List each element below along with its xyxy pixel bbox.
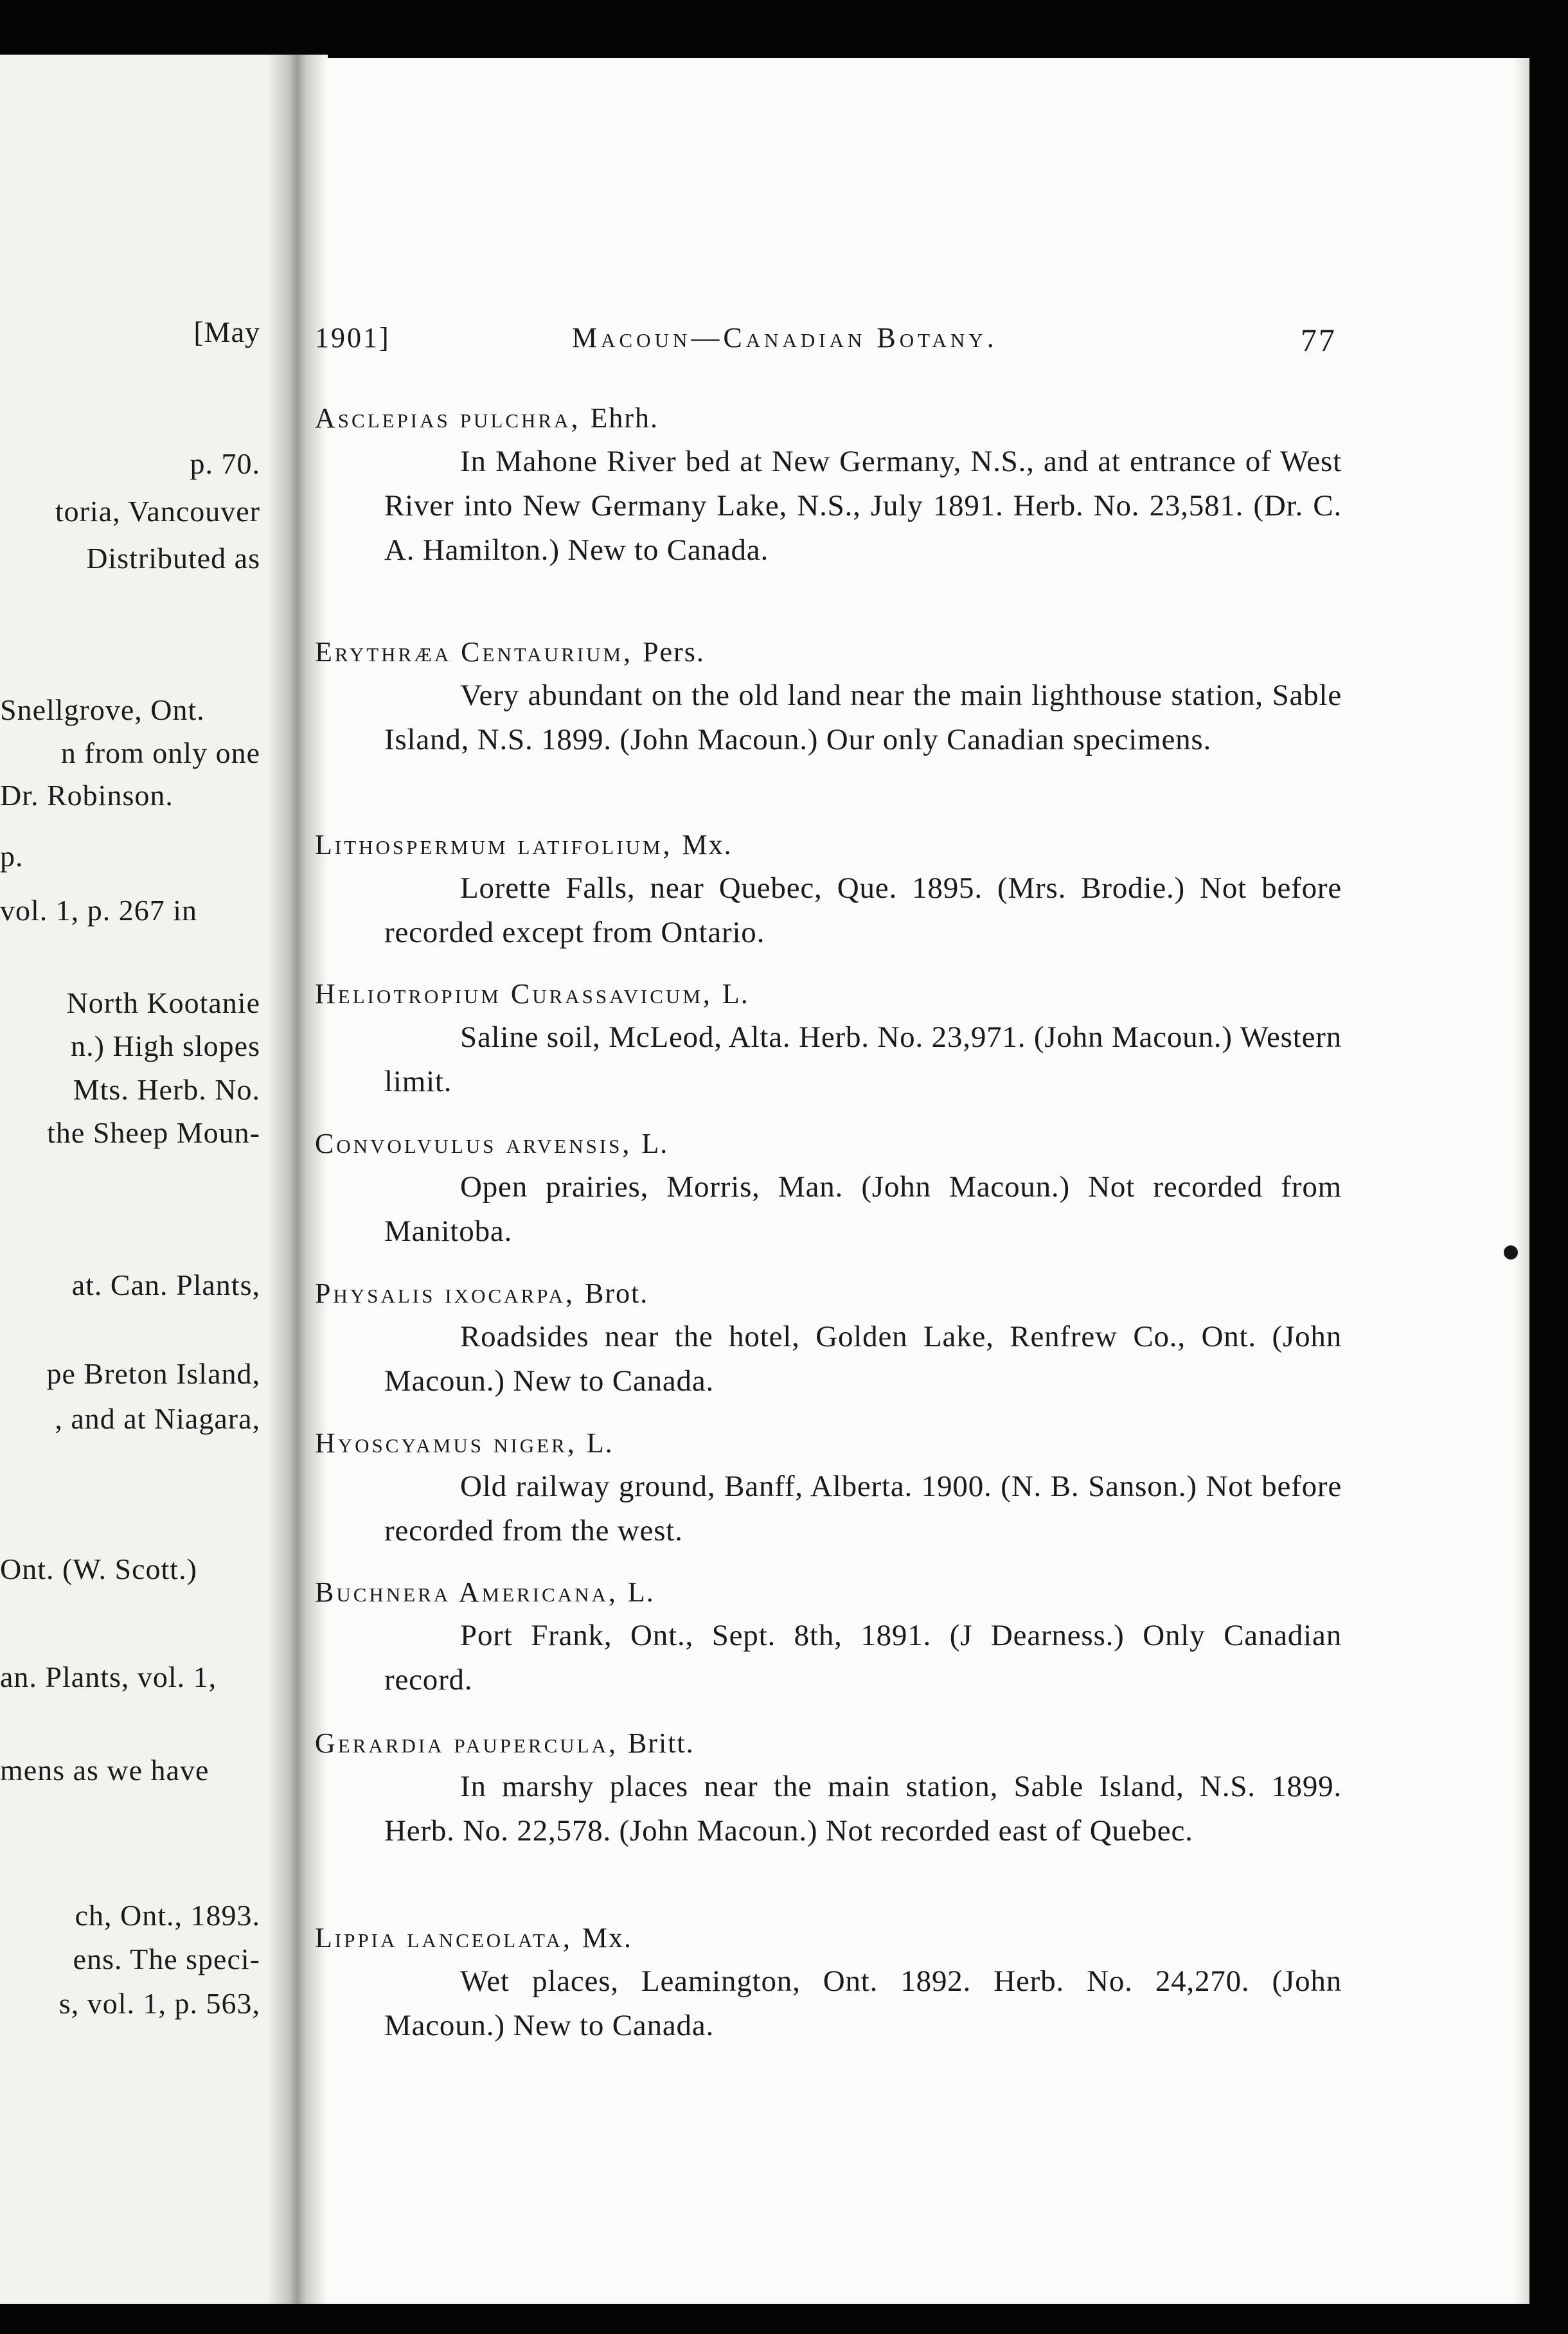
species-name: Convolvulus arvensis,: [315, 1128, 632, 1159]
left-page-line: Ont. (W. Scott.): [0, 1553, 197, 1585]
scan-border-right: [1529, 0, 1568, 2334]
species-name: Heliotropium Curassavicum,: [315, 978, 713, 1010]
species-heading: [315, 824, 1356, 866]
species-name: Erythræa Centaurium,: [315, 636, 634, 668]
left-page-line: vol. 1, p. 267 in: [0, 894, 198, 927]
left-page-line: Mts. Herb. No.: [73, 1073, 260, 1106]
page-number: 77: [1301, 322, 1337, 358]
left-page: [0, 55, 283, 2307]
species-name: Lithospermum latifolium,: [315, 829, 673, 860]
species-heading: [315, 1917, 1356, 1959]
species-entry: [315, 824, 1356, 955]
species-text: In marshy places near the main station, Sable Island, N.S. 1899. Herb. No. 22,578. (John Macoun.) Not recorded east of Quebec.: [384, 1770, 1342, 1848]
header-year: 1901]: [315, 322, 391, 353]
running-header: [315, 321, 1337, 366]
left-page-line: p.: [0, 840, 24, 873]
species-entry: [315, 1722, 1356, 1853]
left-page-line: mens as we have: [0, 1754, 209, 1786]
header-title: Macoun—Canadian Botany.: [572, 322, 998, 353]
page-edge-shadow: [1513, 58, 1531, 2304]
species-name: Hyoscyamus niger,: [315, 1427, 577, 1459]
left-page-line: Dr. Robinson.: [0, 779, 174, 812]
species-entry: [315, 973, 1356, 1104]
left-page-line: p. 70.: [190, 447, 260, 480]
left-page-line: n.) High slopes: [71, 1029, 260, 1062]
scan-border-bottom: [0, 2304, 1568, 2334]
species-authority: L.: [627, 1576, 655, 1608]
left-page-line: , and at Niagara,: [55, 1402, 260, 1435]
species-heading: [315, 1272, 1356, 1315]
left-page-line: an. Plants, vol. 1,: [0, 1661, 217, 1693]
species-authority: Mx.: [682, 829, 733, 860]
species-authority: Ehrh.: [590, 402, 659, 434]
species-heading: [315, 1571, 1356, 1614]
left-page-header: [May: [193, 316, 260, 348]
species-text: Port Frank, Ont., Sept. 8th, 1891. (J Dearness.) Only Canadian record.: [384, 1619, 1342, 1697]
species-authority: Brot.: [585, 1278, 649, 1309]
left-page-line: North Kootanie: [66, 986, 260, 1019]
species-authority: Britt.: [627, 1727, 695, 1759]
species-heading: [315, 1422, 1356, 1465]
species-name: Physalis ixocarpa,: [315, 1278, 575, 1309]
species-text: Wet places, Leamington, Ont. 1892. Herb. No. 24,270. (John Macoun.) New to Canada.: [384, 1964, 1342, 2042]
species-authority: L.: [722, 978, 749, 1010]
species-name: Buchnera Americana,: [315, 1576, 618, 1608]
species-entry: [315, 1571, 1356, 1702]
species-authority: L.: [586, 1427, 614, 1459]
species-authority: Pers.: [643, 636, 705, 668]
species-text: Old railway ground, Banff, Alberta. 1900. (N. B. Sanson.) Not before recorded from the west.: [384, 1470, 1342, 1547]
species-name: Asclepias pulchra,: [315, 402, 581, 434]
species-entry: [315, 631, 1356, 762]
left-page-line: Distributed as: [86, 542, 260, 575]
species-heading: [315, 631, 1356, 673]
species-text: In Mahone River bed at New Germany, N.S., and at entrance of West River into New Germany Lake, N.S., July 1891. Herb. No. 23,581. (Dr. C. A. Hamilton.) New to Canada.: [384, 445, 1342, 567]
species-heading: [315, 1722, 1356, 1765]
species-entry: [315, 1123, 1356, 1254]
species-heading: [315, 973, 1356, 1015]
species-entry: [315, 397, 1356, 573]
left-page-line: pe Breton Island,: [46, 1357, 260, 1390]
left-page-line: Snellgrove, Ont.: [0, 693, 205, 726]
species-text: Very abundant on the old land near the main lighthouse station, Sable Island, N.S. 1899. (John Macoun.) Our only Canadian specimens.: [384, 679, 1342, 756]
left-page-line: toria, Vancouver: [55, 495, 260, 528]
left-page-line: s, vol. 1, p. 563,: [58, 1987, 260, 2020]
species-name: Lippia lanceolata,: [315, 1922, 573, 1954]
species-entry: [315, 1272, 1356, 1403]
species-text: Open prairies, Morris, Man. (John Macoun.) Not recorded from Manitoba.: [384, 1170, 1342, 1248]
species-name: Gerardia paupercula,: [315, 1727, 618, 1759]
left-page-line: n from only one: [60, 736, 260, 769]
species-text: Saline soil, McLeod, Alta. Herb. No. 23,971. (John Macoun.) Western limit.: [384, 1020, 1342, 1098]
species-authority: L.: [641, 1128, 669, 1159]
left-page-line: ens. The speci-: [73, 1943, 260, 1975]
species-text: Roadsides near the hotel, Golden Lake, Renfrew Co., Ont. (John Macoun.) New to Canada.: [384, 1320, 1342, 1398]
species-heading: [315, 1123, 1356, 1165]
species-heading: [315, 397, 1356, 440]
species-entry: [315, 1917, 1356, 2048]
ink-speck: [1504, 1245, 1518, 1260]
left-page-line: the Sheep Moun-: [47, 1116, 260, 1149]
left-page-line: ch, Ont., 1893.: [75, 1899, 260, 1932]
species-entry: [315, 1422, 1356, 1553]
left-page-line: at. Can. Plants,: [71, 1269, 260, 1301]
species-text: Lorette Falls, near Quebec, Que. 1895. (Mrs. Brodie.) Not before recorded except from Ontario.: [384, 871, 1342, 949]
species-authority: Mx.: [582, 1922, 632, 1954]
